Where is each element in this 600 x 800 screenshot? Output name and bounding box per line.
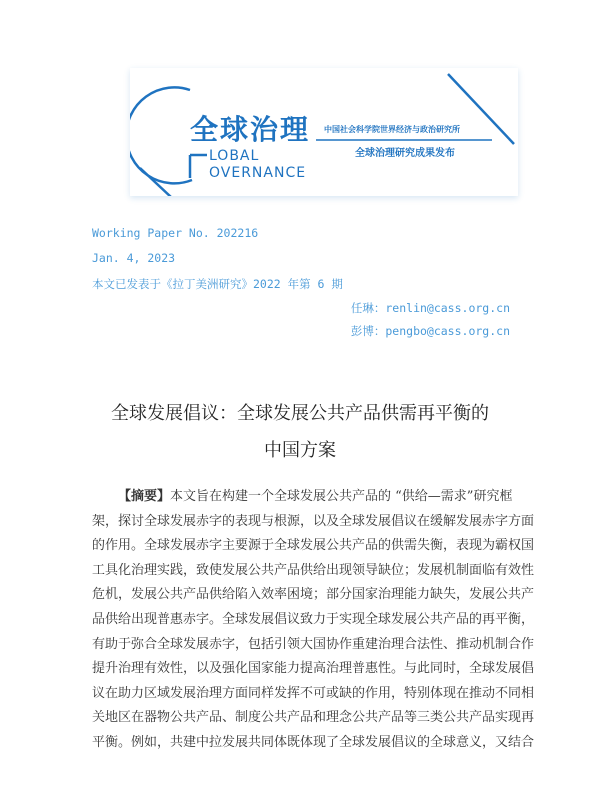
abstract-line: 工具化治理实践，致使发展公共产品供给出现领导缺位；发展机制面临有效性 (92, 563, 535, 578)
abstract-line: 品供给出现普惠赤字。全球发展倡议致力于实现全球发展公共产品的再平衡， (92, 612, 535, 627)
abstract-line: 有助于弥合全球发展赤字，包括引领大国协作重建治理合法性、推动机制合作 (92, 637, 535, 652)
working-paper-number: Working Paper No. 202216 (92, 226, 259, 240)
abstract-line: 议在助力区域发展治理方面同样发挥不可或缺的作用，特别体现在推动不同相 (92, 686, 535, 701)
abstract-line: 危机，发展公共产品供给陷入效率困境；部分国家治理能力缺失，发展公共产 (92, 587, 535, 602)
logo-en-governance: OVERNANCE (209, 165, 307, 181)
paper-title-line: 中国方案 (264, 440, 336, 461)
publication-note: 本文已发表于《拉丁美洲研究》2022 年第 6 期 (92, 277, 343, 291)
release-label: 全球治理研究成果发布 (355, 148, 455, 159)
paper-title-line: 全球发展倡议：全球发展公共产品供需再平衡的 (111, 403, 489, 424)
abstract-line: 提升治理有效性，以及强化国家能力提高治理普惠性。与此同时，全球发展倡 (92, 661, 535, 676)
logo-title-cn: 全球治理 (190, 113, 311, 146)
abstract-label: 【摘要】 (118, 489, 171, 504)
author-email: 彭博：pengbo@cass.org.cn (350, 324, 510, 338)
logo-en-global: LOBAL (209, 148, 260, 164)
institute-name: 中国社会科学院世界经济与政治研究所 (324, 125, 460, 134)
global-governance-banner (130, 68, 518, 196)
paper-date: Jan. 4, 2023 (92, 251, 176, 265)
author-email: 任琳：renlin@cass.org.cn (350, 301, 510, 315)
abstract-line: 的作用。全球发展赤字主要源于全球发展公共产品的供需失衡，表现为霸权国 (92, 538, 535, 553)
abstract-line: 关地区在器物公共产品、制度公共产品和理念公共产品等三类公共产品实现再 (92, 710, 535, 725)
abstract-line: 架，探讨全球发展赤字的表现与根源，以及全球发展倡议在缓解发展赤字方面 (92, 514, 535, 529)
abstract-line: 平衡。例如，共建中拉发展共同体既体现了全球发展倡议的全球意义，又结合 (92, 735, 535, 750)
abstract-line: 【摘要】本文旨在构建一个全球发展公共产品的 “供给—需求”研究框 (118, 489, 513, 504)
